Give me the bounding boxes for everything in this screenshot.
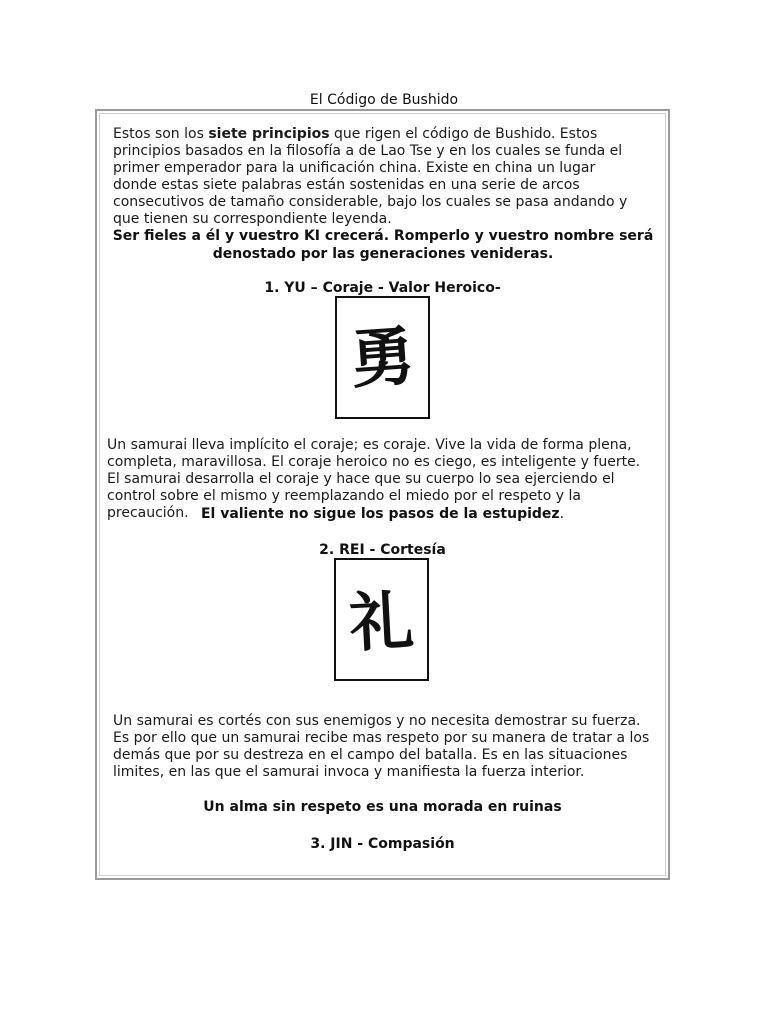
kanji-rei-icon	[336, 560, 427, 679]
principle-1-quote-text: El valiente no sigue los pasos de la estupidez	[200, 506, 560, 522]
principle-3-name: JIN	[330, 836, 353, 852]
principle-1-quote-end: .	[559, 506, 565, 522]
bushido-motto: Ser fieles a él y vuestro KI crecerá. Romperlo y vuestro nombre será denostado por las generaciones venideras.	[112, 228, 654, 262]
kanji-yu-box	[335, 296, 430, 419]
principle-3-meaning: Compasión	[367, 836, 455, 852]
kanji-yu-glyph: 勇	[348, 319, 418, 399]
intro-text-rest: que rigen el código de Bushido. Estos principios basados en la filosofía a de Lao Tse y en los cuales se funda el primer emperador para la unificación china. Existe en china un lugar donde estas siete palabras están sostenidas en una serie de arcos consecutivos de tamaño considerable, bajo los cuales se pasa andando y que tienen su correspondiente leyenda.	[113, 126, 628, 227]
kanji-yu-icon	[337, 298, 428, 417]
principle-1-text: Un samurai lleva implícito el coraje; es coraje. Vive la vida de forma plena, completa, maravillosa. El coraje heroico no es ciego, es inteligente y fuerte. El samurai desarrolla el coraje y hace que su cuerpo lo sea ejerciendo el control sobre el mismo y reemplazando el miedo por el respeto y la precaución.	[107, 437, 641, 521]
principle-2-name: REI	[339, 542, 365, 558]
intro-text-start: Estos son los	[113, 126, 209, 142]
principle-2-quote: Un alma sin respeto es una morada en ruinas	[203, 799, 562, 815]
principle-3-number: 3.	[310, 836, 326, 852]
intro-bold-phrase: siete principios	[208, 126, 330, 142]
principle-1-separator: –	[305, 280, 323, 296]
principle-1-name: YU	[284, 280, 306, 296]
principle-1-meaning: Coraje	[322, 280, 374, 296]
principle-1-number: 1.	[264, 280, 280, 296]
intro-paragraph	[113, 126, 633, 228]
principle-2-text: Un samurai es cortés con sus enemigos y no necesita demostrar su fuerza. Es por ello que un samurai recibe mas respeto por su manera de tratar a los demás que por su destreza en el campo del batalla. Es en las situaciones limites, en las que el samurai invoca y manifiesta la fuerza interior.	[113, 713, 650, 780]
kanji-rei-glyph: 礼	[347, 584, 416, 662]
principle-1-heading	[97, 279, 668, 297]
principle-1-quote	[97, 506, 668, 524]
principle-2-separator: -	[364, 542, 381, 558]
kanji-rei-box	[334, 558, 429, 681]
principle-2-number: 2.	[319, 542, 335, 558]
principle-2-heading	[97, 541, 668, 559]
principle-1-extra: - Valor Heroico-	[373, 280, 501, 296]
principle-3-separator: -	[352, 836, 368, 852]
principle-3-heading	[97, 835, 668, 853]
document-title: El Código de Bushido	[309, 92, 459, 108]
principle-2-meaning: Cortesía	[380, 542, 446, 558]
